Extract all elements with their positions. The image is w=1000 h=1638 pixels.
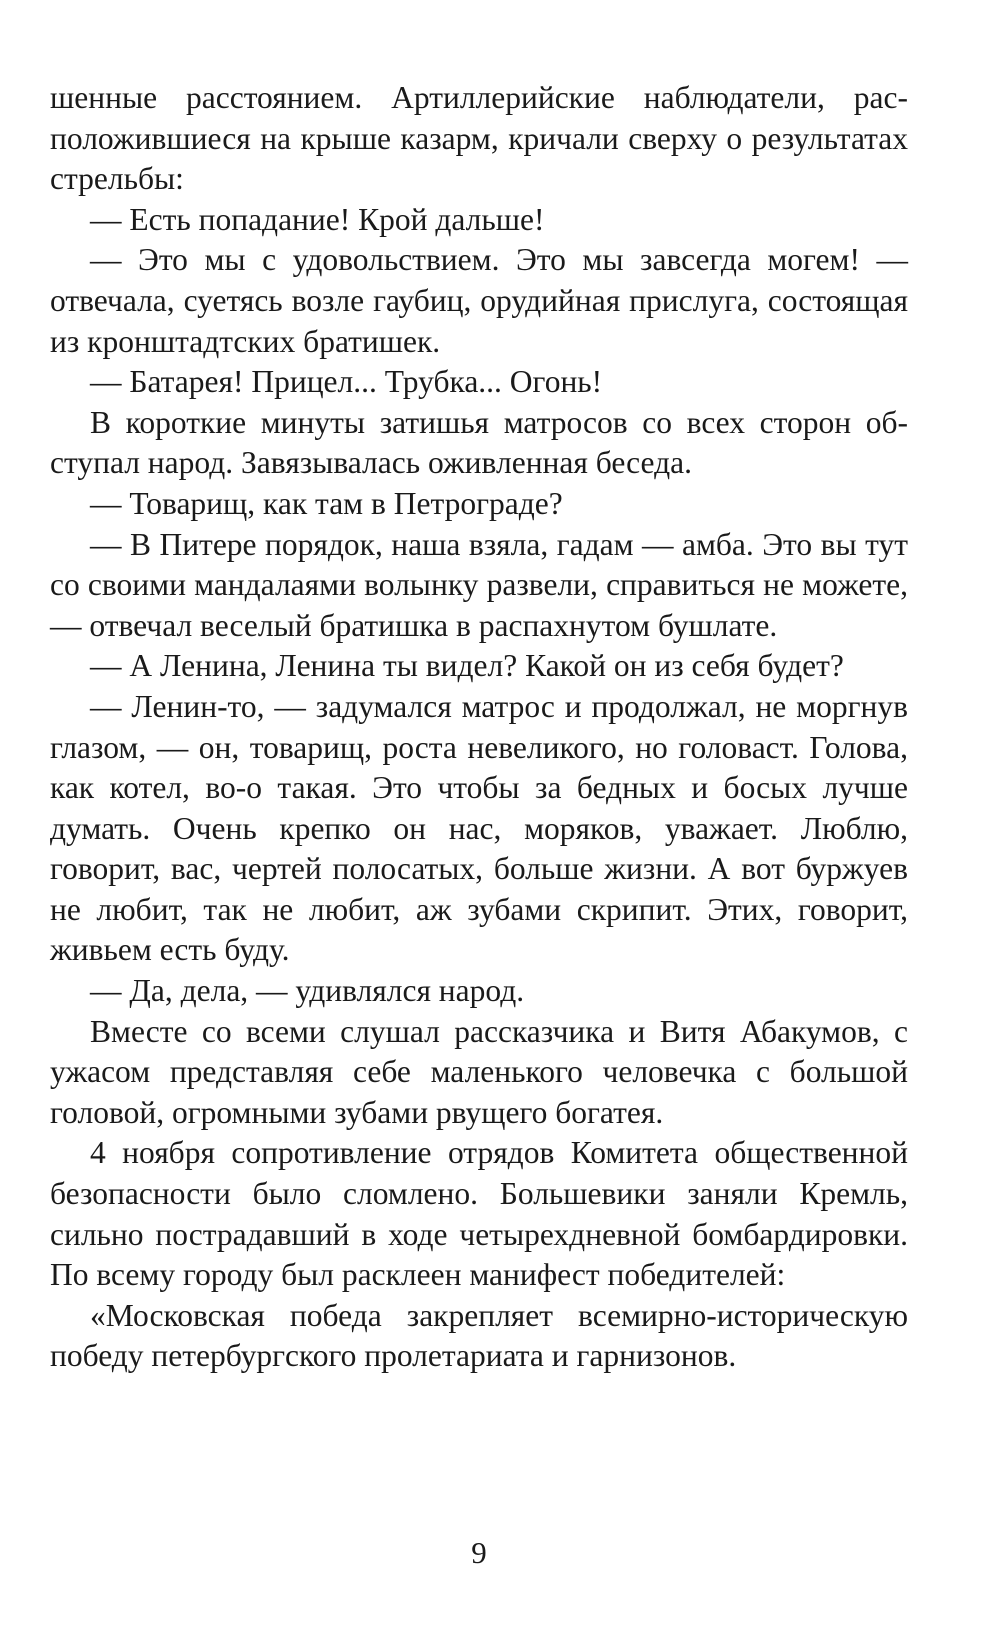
paragraph-dialogue: — Это мы с удовольствием. Это мы завсегда могем! — отвечала, суетясь возле гаубиц, орудийная прислуга, состоящая из кронштадтских братишек. <box>50 242 908 359</box>
paragraph-dialogue: — Есть попадание! Крой дальше! <box>90 201 545 237</box>
page-body <box>50 78 908 1377</box>
paragraph-dialogue: — А Ленина, Ленина ты видел? Какой он из себя будет? <box>90 648 844 684</box>
paragraph-continuation: шенные расстоянием. Артиллерийские наблюдатели, расположившиеся на крыше казарм, кричали сверху о результатах стрельбы: <box>50 80 908 197</box>
paragraph-dialogue: — Ленин-то, — задумался матрос и продолжал, не моргнув глазом, — он, товарищ, роста невеликого, но головаст. Голова, как котел, во-о такая. Это чтобы за бедных и босых лучше думать. Очень крепко он нас, моряков, уважает. Люблю, говорит, вас, чертей полосатых, больше жизни. А вот буржуев не любит, так не любит, аж зубами скрипит. Этих, говорит, живьем есть буду. <box>50 688 908 968</box>
paragraph-dialogue: — Товарищ, как там в Петрограде? <box>90 485 563 521</box>
paragraph-quote: «Московская победа закрепляет всемирно-историческую победу петербургского пролетариата и гарнизонов. <box>50 1297 908 1374</box>
paragraph: Вместе со всеми слушал рассказчика и Витя Абакумов, с ужасом представляя себе маленького человечка с большой головой, огромными зубами рвущего богатея. <box>50 1013 908 1130</box>
paragraph: В короткие минуты затишья матросов со всех сторон обступал народ. Завязывалась оживленная беседа. <box>50 404 908 481</box>
paragraph-dialogue: — Батарея! Прицел... Трубка... Огонь! <box>90 364 603 400</box>
page-number: 9 <box>471 1535 487 1570</box>
paragraph-dialogue: — В Питере порядок, наша взяла, гадам — амба. Это вы тут со своими мандалаями волынку развели, справиться не можете, — отвечал веселый братишка в распахнутом бушлате. <box>50 526 908 643</box>
paragraph-dialogue: — Да, дела, — удивлялся народ. <box>90 973 525 1009</box>
paragraph: 4 ноября сопротивление отрядов Комитета общественной безопасности было сломлено. Большевики заняли Кремль, сильно пострадавший в ходе четырехдневной бомбардировки. По всему городу был расклеен манифест победителей: <box>50 1135 908 1293</box>
